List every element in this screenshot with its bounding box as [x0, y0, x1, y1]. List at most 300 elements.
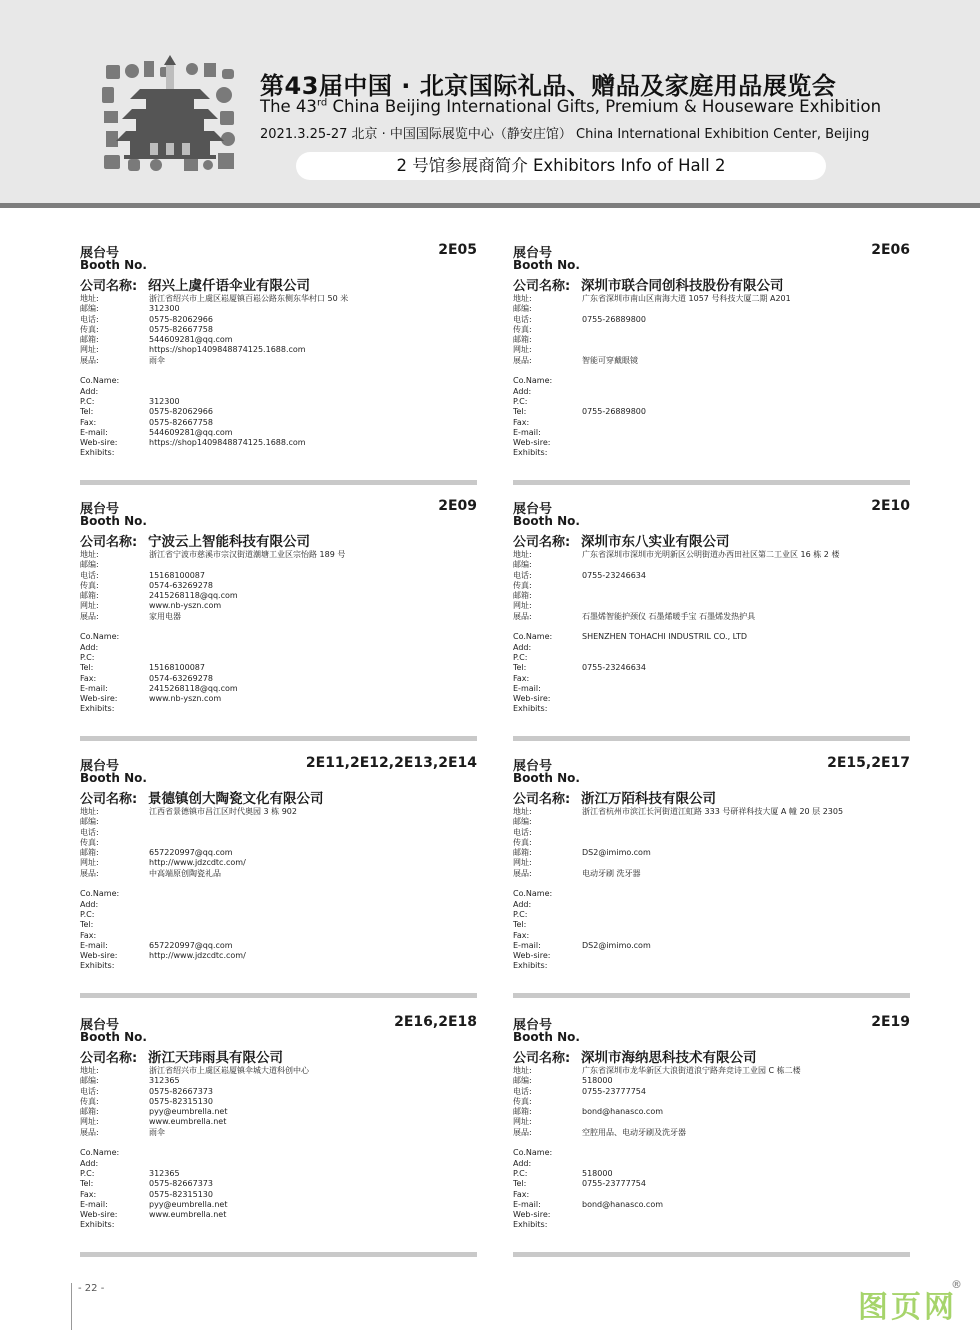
field-value: 0575-82667373	[149, 1179, 213, 1189]
field-value: pyy@eumbrella.net	[149, 1107, 228, 1117]
section-gap	[513, 1138, 910, 1148]
field-label: E-mail:	[513, 427, 541, 437]
detail-row-en	[80, 931, 477, 941]
detail-row-en	[513, 448, 910, 458]
detail-row-en	[80, 1210, 477, 1220]
field-value: 浙江省绍兴市上虞区崧厦镇百崧公路东侧东华村口 50 米	[149, 294, 349, 303]
field-label: Co.Name:	[513, 632, 553, 642]
field-label: Co.Name:	[80, 1148, 120, 1158]
detail-row-en	[513, 694, 910, 704]
field-value: 0575-82062966	[149, 407, 213, 417]
field-value: 2415268118@qq.com	[149, 591, 238, 601]
detail-row-cn	[513, 304, 910, 314]
field-value: 石墨烯智能护颈仪 石墨烯暖手宝 石墨烯发热护具	[582, 611, 756, 621]
detail-row-en	[513, 684, 910, 694]
hall-banner: 2 号馆参展商简介 Exhibitors Info of Hall 2	[296, 152, 826, 180]
field-value: 中高端原创陶瓷礼品	[149, 868, 221, 878]
field-label: 邮编:	[513, 817, 532, 827]
field-label: 展品:	[80, 611, 99, 621]
detail-row-en	[80, 663, 477, 673]
field-value: 518000	[582, 1076, 613, 1086]
detail-row-en	[80, 674, 477, 684]
page-header	[0, 0, 980, 203]
contact-details	[80, 294, 477, 459]
section-gap	[513, 622, 910, 632]
card-divider	[513, 480, 910, 485]
field-value: www.eumbrella.net	[149, 1210, 227, 1220]
detail-row-en	[80, 694, 477, 704]
field-label: 邮编:	[80, 817, 99, 827]
exhibition-logo	[100, 55, 240, 177]
booth-label-en: Booth No.	[80, 258, 147, 272]
field-label: E-mail:	[80, 683, 108, 693]
field-label: 传真:	[80, 580, 99, 590]
booth-label-en: Booth No.	[513, 514, 580, 528]
detail-row-en	[513, 951, 910, 961]
detail-row-cn	[80, 612, 477, 622]
exhibition-title-en: The 43rd China Beijing International Gifts, Premium & Houseware Exhibition	[260, 97, 882, 116]
field-label: 邮箱:	[513, 848, 532, 858]
detail-row-cn	[80, 1076, 477, 1086]
field-value: 544609281@qq.com	[149, 335, 233, 345]
field-label: 电话:	[513, 1086, 532, 1096]
field-label: Fax:	[80, 930, 97, 940]
field-value: www.nb-yszn.com	[149, 694, 222, 704]
field-label: Exhibits:	[80, 1220, 115, 1230]
field-label: 电话:	[80, 1086, 99, 1096]
field-label: 地址:	[513, 1066, 532, 1075]
booth-label-cn: 展台号	[513, 1018, 553, 1033]
field-value: 智能可穿戴眼镜	[582, 355, 638, 365]
detail-row-cn	[80, 1128, 477, 1138]
field-label: 网址:	[80, 601, 99, 611]
contact-details	[513, 1066, 910, 1231]
field-value: https://shop1409848874125.1688.com	[149, 438, 306, 448]
exhibitor-card	[80, 242, 477, 487]
detail-row-cn	[80, 591, 477, 601]
booth-number: 2E19	[871, 1014, 910, 1030]
field-value: 0755-26889800	[582, 314, 646, 324]
field-label: Web-sire:	[80, 951, 118, 961]
detail-row-cn	[80, 838, 477, 848]
contact-details	[513, 807, 910, 972]
booth-number: 2E10	[871, 498, 910, 514]
field-label: Fax:	[513, 673, 530, 683]
detail-row-cn	[80, 828, 477, 838]
field-label: 展品:	[513, 355, 532, 365]
section-gap	[513, 366, 910, 376]
field-label: P.C:	[513, 396, 528, 406]
field-value: www.eumbrella.net	[149, 1117, 227, 1127]
detail-row-en	[80, 1169, 477, 1179]
company-name: 深圳市东八实业有限公司	[581, 534, 730, 550]
booth-label-en: Booth No.	[80, 514, 147, 528]
detail-row-en	[513, 931, 910, 941]
exhibitor-card	[513, 498, 910, 743]
booth-label-en: Booth No.	[513, 771, 580, 785]
field-value: www.nb-yszn.com	[149, 601, 222, 611]
detail-row-en	[513, 653, 910, 663]
field-value: 0574-63269278	[149, 673, 213, 683]
company-name: 浙江天玮雨具有限公司	[148, 1050, 283, 1066]
field-label: 邮编:	[513, 1076, 532, 1086]
field-value: 544609281@qq.com	[149, 427, 233, 437]
detail-row-cn	[80, 601, 477, 611]
field-label: Web-sire:	[80, 438, 118, 448]
detail-row-en	[513, 941, 910, 951]
detail-row-cn	[513, 1066, 910, 1076]
field-label: E-mail:	[80, 1199, 108, 1209]
detail-row-en	[80, 448, 477, 458]
field-value: 0755-23246634	[582, 663, 646, 673]
field-label: 邮箱:	[80, 848, 99, 858]
company-name: 深圳市海纳思科技术有限公司	[581, 1050, 757, 1066]
field-label: Co.Name:	[513, 1148, 553, 1158]
detail-row-cn	[513, 1117, 910, 1127]
detail-row-en	[80, 1179, 477, 1189]
detail-row-cn	[513, 817, 910, 827]
booth-number: 2E06	[871, 242, 910, 258]
company-name: 浙江万陌科技有限公司	[581, 791, 716, 807]
detail-row-en	[80, 920, 477, 930]
detail-row-cn	[80, 315, 477, 325]
booth-label-cn: 展台号	[513, 502, 553, 517]
field-label: 邮编:	[80, 304, 99, 314]
detail-row-en	[513, 889, 910, 899]
field-label: Tel:	[80, 663, 94, 673]
field-value: 657220997@qq.com	[149, 940, 233, 950]
field-value: 0755-23777754	[582, 1179, 646, 1189]
detail-row-cn	[513, 1076, 910, 1086]
field-label: Exhibits:	[513, 448, 548, 458]
field-label: 展品:	[513, 868, 532, 878]
detail-row-cn	[513, 335, 910, 345]
field-label: Web-sire:	[513, 694, 551, 704]
field-label: 地址:	[513, 807, 532, 816]
field-value: 0575-82667758	[149, 324, 213, 334]
field-value: SHENZHEN TOHACHI INDUSTRIL CO., LTD	[582, 632, 748, 642]
company-label: 公司名称:	[80, 1051, 138, 1066]
field-label: 地址:	[80, 807, 99, 816]
field-label: 地址:	[80, 550, 99, 559]
detail-row-cn	[80, 335, 477, 345]
detail-row-cn	[80, 858, 477, 868]
page-number: - 22 -	[78, 1283, 105, 1294]
field-label: Co.Name:	[513, 889, 553, 899]
booth-label-cn: 展台号	[80, 1018, 120, 1033]
detail-row-cn	[513, 1107, 910, 1117]
detail-row-cn	[513, 550, 910, 560]
detail-row-en	[513, 1210, 910, 1220]
field-label: Web-sire:	[513, 1210, 551, 1220]
contact-details	[80, 550, 477, 715]
field-label: 地址:	[80, 1066, 99, 1075]
field-label: 电话:	[513, 570, 532, 580]
detail-row-en	[513, 1179, 910, 1189]
field-label: 展品:	[80, 868, 99, 878]
field-label: Add:	[513, 899, 532, 909]
field-value: 312365	[149, 1168, 180, 1178]
detail-row-en	[513, 1190, 910, 1200]
section-gap	[80, 366, 477, 376]
field-label: 展品:	[80, 1127, 99, 1137]
detail-row-en	[80, 643, 477, 653]
field-label: Web-sire:	[80, 1210, 118, 1220]
detail-row-en	[80, 397, 477, 407]
detail-row-en	[513, 418, 910, 428]
field-label: Add:	[80, 1158, 99, 1168]
field-value: 0755-23777754	[582, 1086, 646, 1096]
field-label: Add:	[513, 386, 532, 396]
field-label: E-mail:	[513, 940, 541, 950]
field-value: 广东省深圳市龙华新区大浪街道浪宁路奔竞诗工业园 C 栋二楼	[582, 1066, 801, 1075]
detail-row-cn	[80, 304, 477, 314]
detail-row-cn	[513, 612, 910, 622]
field-label: Co.Name:	[80, 632, 120, 642]
detail-row-cn	[80, 1097, 477, 1107]
company-row	[80, 274, 310, 294]
field-label: 传真:	[513, 580, 532, 590]
detail-row-cn	[513, 356, 910, 366]
company-label: 公司名称:	[513, 792, 571, 807]
booth-label-cn: 展台号	[513, 246, 553, 261]
booth-number: 2E09	[438, 498, 477, 514]
field-value: 2415268118@qq.com	[149, 683, 238, 693]
field-label: 传真:	[80, 324, 99, 334]
detail-row-en	[513, 910, 910, 920]
field-label: 地址:	[513, 294, 532, 303]
company-row	[80, 787, 324, 807]
detail-row-cn	[513, 869, 910, 879]
exhibitor-card	[80, 498, 477, 743]
field-label: 邮箱:	[80, 591, 99, 601]
detail-row-cn	[80, 1107, 477, 1117]
field-label: 展品:	[80, 355, 99, 365]
field-label: Web-sire:	[513, 438, 551, 448]
company-label: 公司名称:	[513, 279, 571, 294]
card-divider	[80, 1252, 477, 1257]
detail-row-en	[513, 920, 910, 930]
field-value: 广东省深圳市南山区南海大道 1057 号科技大厦二期 A201	[582, 294, 791, 303]
field-label: 地址:	[80, 294, 99, 303]
exhibitor-card	[513, 755, 910, 1000]
detail-row-en	[513, 1220, 910, 1230]
company-label: 公司名称:	[80, 279, 138, 294]
exhibition-title-cn: 第43届中国 · 北京国际礼品、赠品及家庭用品展览会	[260, 72, 837, 100]
field-label: Co.Name:	[80, 376, 120, 386]
field-value: 15168100087	[149, 570, 205, 580]
field-label: 邮箱:	[80, 1107, 99, 1117]
detail-row-en	[80, 376, 477, 386]
company-row	[80, 1046, 283, 1066]
field-label: Web-sire:	[80, 694, 118, 704]
field-value: 空腔用品、电动牙刷及洗牙器	[582, 1127, 686, 1137]
detail-row-en	[513, 397, 910, 407]
field-value: http://www.jdzcdtc.com/	[149, 951, 246, 961]
detail-row-en	[80, 961, 477, 971]
company-label: 公司名称:	[513, 535, 571, 550]
booth-label-en: Booth No.	[80, 1030, 147, 1044]
field-value: 0575-82315130	[149, 1189, 213, 1199]
field-label: Exhibits:	[513, 1220, 548, 1230]
detail-row-cn	[513, 345, 910, 355]
field-label: 传真:	[80, 1096, 99, 1106]
detail-row-cn	[80, 869, 477, 879]
field-label: 网址:	[80, 1117, 99, 1127]
field-label: 电话:	[80, 827, 99, 837]
section-gap	[80, 622, 477, 632]
field-label: Fax:	[80, 673, 97, 683]
field-value: 江西省景德镇市昌江区时代奥园 3 栋 902	[149, 807, 297, 816]
field-label: Tel:	[513, 407, 527, 417]
contact-details	[513, 550, 910, 715]
field-value: 0574-63269278	[149, 580, 213, 590]
detail-row-en	[513, 900, 910, 910]
card-divider	[513, 993, 910, 998]
field-label: 邮箱:	[513, 335, 532, 345]
detail-row-cn	[80, 571, 477, 581]
field-label: 网址:	[80, 345, 99, 355]
detail-row-en	[513, 663, 910, 673]
company-name: 景德镇创大陶瓷文化有限公司	[148, 791, 324, 807]
detail-row-en	[80, 900, 477, 910]
field-value: 电动牙刷 洗牙器	[582, 868, 641, 878]
field-label: Tel:	[513, 1179, 527, 1189]
field-value: 广东省深圳市深圳市光明新区公明街道办西田社区第二工业区 16 栋 2 楼	[582, 550, 840, 559]
company-name: 绍兴上虞仟语伞业有限公司	[148, 278, 310, 294]
field-label: E-mail:	[513, 1199, 541, 1209]
detail-row-en	[513, 387, 910, 397]
field-label: Web-sire:	[513, 951, 551, 961]
field-label: Exhibits:	[513, 961, 548, 971]
card-divider	[513, 1252, 910, 1257]
field-value: 0575-82062966	[149, 314, 213, 324]
detail-row-en	[80, 951, 477, 961]
contact-details	[80, 807, 477, 972]
field-value: 雨伞	[149, 1127, 165, 1137]
field-label: Add:	[80, 386, 99, 396]
detail-row-en	[80, 1220, 477, 1230]
field-value: 浙江省杭州市滨江长河街道江虹路 333 号研祥科技大厦 A 幢 20 层 2305	[582, 807, 844, 816]
detail-row-en	[80, 704, 477, 714]
field-value: 雨伞	[149, 355, 165, 365]
field-value: 312300	[149, 304, 180, 314]
company-label: 公司名称:	[513, 1051, 571, 1066]
field-label: 邮编:	[513, 304, 532, 314]
detail-row-cn	[80, 294, 477, 304]
field-label: 传真:	[513, 837, 532, 847]
detail-row-cn	[80, 817, 477, 827]
company-name: 宁波云上智能科技有限公司	[148, 534, 310, 550]
company-label: 公司名称:	[80, 535, 138, 550]
detail-row-en	[80, 1148, 477, 1158]
detail-row-cn	[513, 601, 910, 611]
booth-number: 2E11,2E12,2E13,2E14	[305, 755, 477, 771]
field-value: 657220997@qq.com	[149, 848, 233, 858]
card-divider	[80, 480, 477, 485]
field-label: 邮编:	[80, 560, 99, 570]
field-label: Fax:	[80, 417, 97, 427]
exhibitor-card	[513, 242, 910, 487]
company-row	[513, 1046, 757, 1066]
field-label: Fax:	[80, 1189, 97, 1199]
detail-row-en	[513, 704, 910, 714]
field-value: 0575-82667758	[149, 417, 213, 427]
detail-row-en	[513, 376, 910, 386]
field-label: Exhibits:	[80, 448, 115, 458]
detail-row-cn	[80, 848, 477, 858]
detail-row-cn	[80, 325, 477, 335]
field-value: 浙江省宁波市慈溪市宗汉街道潮塘工业区宗怡路 189 号	[149, 550, 346, 559]
field-value: 0575-82667373	[149, 1086, 213, 1096]
field-value: https://shop1409848874125.1688.com	[149, 345, 306, 355]
field-label: 传真:	[513, 1096, 532, 1106]
detail-row-en	[513, 407, 910, 417]
field-value: 15168100087	[149, 663, 205, 673]
detail-row-en	[80, 889, 477, 899]
detail-row-en	[513, 674, 910, 684]
field-label: P.C:	[80, 396, 95, 406]
detail-row-en	[513, 1200, 910, 1210]
section-gap	[80, 879, 477, 889]
contact-details	[80, 1066, 477, 1231]
booth-label-en: Booth No.	[513, 1030, 580, 1044]
field-label: Exhibits:	[80, 961, 115, 971]
company-row	[513, 787, 716, 807]
field-value: 家用电器	[149, 611, 181, 621]
booth-number: 2E16,2E18	[394, 1014, 477, 1030]
exhibitor-card	[80, 1014, 477, 1259]
detail-row-en	[80, 1200, 477, 1210]
booth-label-en: Booth No.	[80, 771, 147, 785]
detail-row-cn	[513, 325, 910, 335]
detail-row-en	[80, 1190, 477, 1200]
field-label: 展品:	[513, 611, 532, 621]
field-label: Tel:	[80, 1179, 94, 1189]
field-label: P.C:	[80, 909, 95, 919]
detail-row-en	[513, 643, 910, 653]
company-row	[80, 530, 310, 550]
detail-row-cn	[80, 1066, 477, 1076]
booth-label-cn: 展台号	[513, 759, 553, 774]
company-row	[513, 274, 784, 294]
detail-row-cn	[80, 581, 477, 591]
detail-row-en	[513, 1159, 910, 1169]
detail-row-cn	[80, 356, 477, 366]
field-label: E-mail:	[80, 427, 108, 437]
field-value: pyy@eumbrella.net	[149, 1199, 228, 1209]
field-label: 邮箱:	[80, 335, 99, 345]
field-value: bond@hanasco.com	[582, 1107, 664, 1117]
watermark-logo: 图页网 ®	[858, 1278, 965, 1325]
field-label: Exhibits:	[513, 704, 548, 714]
section-gap	[80, 1138, 477, 1148]
detail-row-cn	[513, 294, 910, 304]
field-label: Fax:	[513, 930, 530, 940]
booth-label-cn: 展台号	[80, 246, 120, 261]
field-label: Add:	[80, 899, 99, 909]
field-label: 电话:	[80, 314, 99, 324]
field-label: Co.Name:	[80, 889, 120, 899]
detail-row-en	[80, 1159, 477, 1169]
field-value: 0755-23246634	[582, 570, 646, 580]
field-label: Tel:	[80, 920, 94, 930]
detail-row-en	[80, 428, 477, 438]
company-row	[513, 530, 730, 550]
field-value: bond@hanasco.com	[582, 1199, 664, 1209]
card-divider	[80, 736, 477, 741]
field-value: http://www.jdzcdtc.com/	[149, 858, 246, 868]
